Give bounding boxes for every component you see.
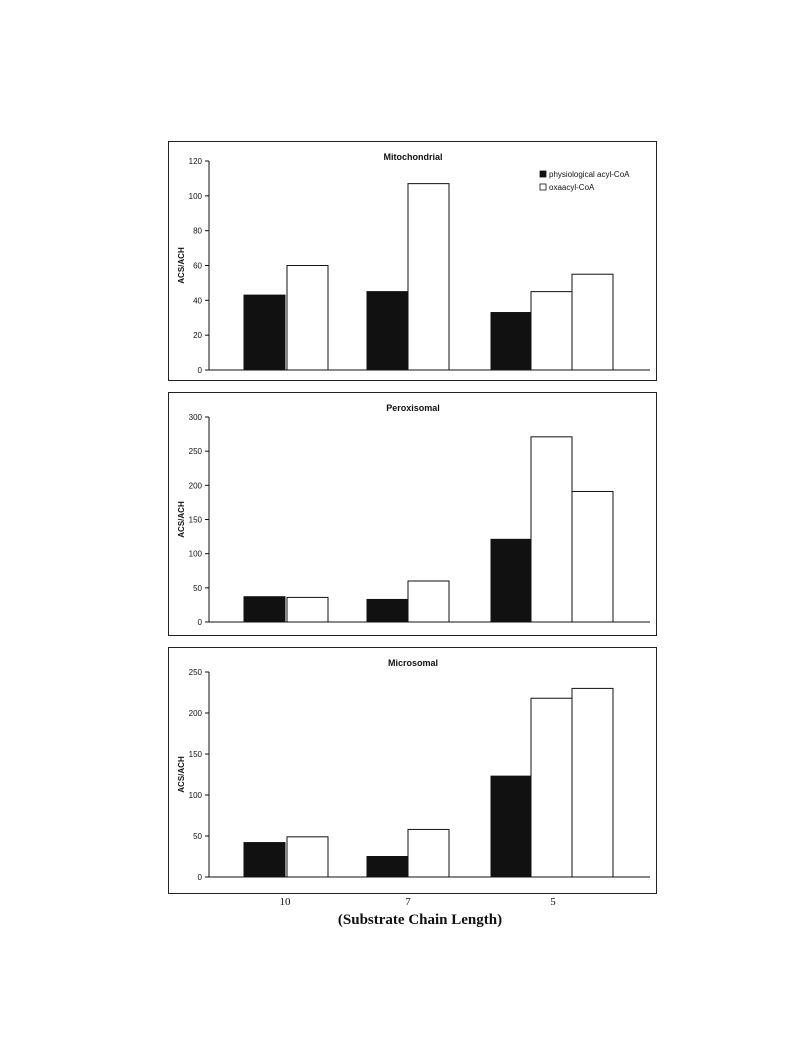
- y-tick-label: 20: [193, 331, 202, 341]
- bar: [572, 491, 613, 622]
- chart-title: Microsomal: [387, 658, 439, 668]
- bar: [408, 184, 449, 370]
- y-tick-label: 200: [188, 709, 202, 718]
- chart-peroxisomal: [169, 393, 658, 637]
- y-tick-label: 100: [188, 549, 202, 559]
- chart-panel-microsomal: [168, 647, 657, 894]
- bar: [491, 776, 532, 877]
- chart-title: Mitochondrial: [383, 152, 443, 162]
- bar: [287, 837, 328, 877]
- bar: [531, 292, 572, 370]
- bar: [244, 843, 285, 877]
- chart-panel-mitochondrial: [168, 141, 657, 381]
- y-tick-label: 0: [197, 873, 202, 882]
- bar: [572, 688, 613, 877]
- bar: [367, 857, 408, 878]
- bar: [244, 295, 285, 370]
- legend-swatch: [540, 184, 546, 190]
- legend-label: physiological acyl-CoA: [549, 170, 630, 179]
- y-tick-label: 100: [188, 191, 202, 201]
- y-axis-label: ACS/ACH: [177, 247, 186, 284]
- y-tick-label: 150: [188, 515, 202, 525]
- bar: [367, 599, 408, 622]
- chart-mitochondrial: [169, 142, 658, 382]
- x-tick-label: 7: [405, 896, 411, 908]
- y-tick-label: 50: [193, 583, 202, 593]
- bar: [367, 292, 408, 370]
- bar: [491, 539, 532, 622]
- y-axis-label: ACS/ACH: [177, 756, 186, 793]
- y-tick-label: 80: [193, 226, 202, 236]
- y-tick-label: 40: [193, 296, 202, 306]
- bar: [531, 698, 572, 877]
- legend-label: oxaacyl-CoA: [549, 183, 595, 192]
- y-tick-label: 250: [188, 668, 202, 677]
- x-axis-title: (Substrate Chain Length): [337, 912, 503, 928]
- bar: [287, 597, 328, 622]
- y-tick-label: 200: [188, 481, 202, 491]
- y-tick-label: 0: [197, 366, 202, 375]
- bar: [408, 581, 449, 622]
- chart-panel-peroxisomal: [168, 392, 657, 636]
- y-tick-label: 50: [193, 832, 202, 841]
- bar: [244, 597, 285, 622]
- chart-microsomal: [169, 648, 658, 895]
- y-tick-label: 120: [188, 157, 202, 166]
- y-axis-label: ACS/ACH: [177, 501, 186, 538]
- y-tick-label: 100: [188, 791, 202, 800]
- bar: [491, 313, 532, 370]
- y-tick-label: 300: [188, 413, 202, 422]
- x-tick-label: 10: [279, 896, 291, 908]
- y-tick-label: 250: [188, 447, 202, 457]
- x-tick-label: 5: [550, 896, 556, 908]
- bar: [531, 437, 572, 622]
- legend-swatch: [540, 171, 546, 177]
- y-tick-label: 150: [188, 750, 202, 759]
- chart-title: Peroxisomal: [386, 403, 440, 413]
- bar: [408, 829, 449, 877]
- bar: [572, 274, 613, 370]
- y-tick-label: 0: [197, 618, 202, 627]
- y-tick-label: 60: [193, 261, 202, 271]
- bar: [287, 266, 328, 371]
